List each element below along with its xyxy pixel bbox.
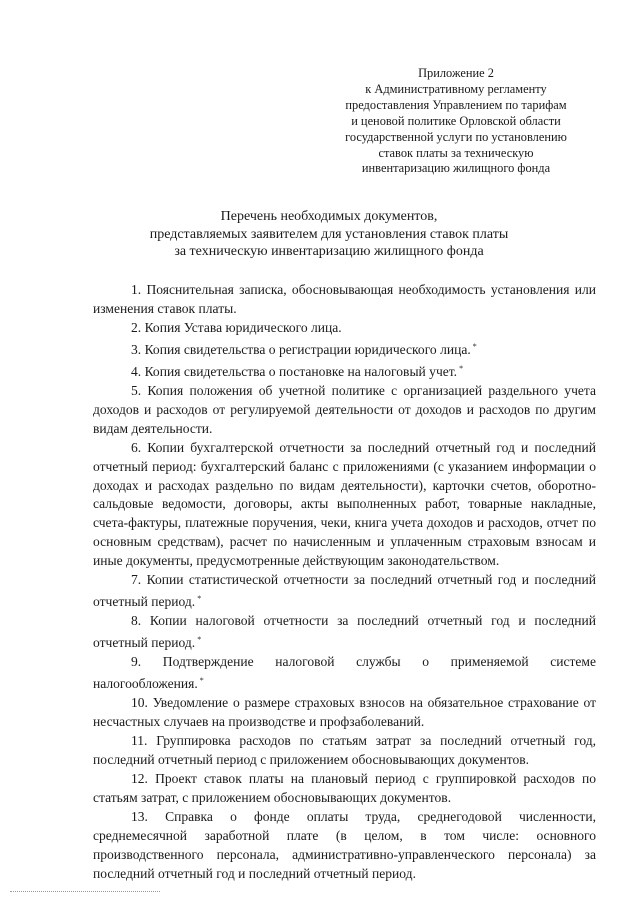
- list-item: [93, 571, 596, 612]
- item-text: Справка о фонде оплаты труда, среднегодовой численности, среднемесячной заработной плате (в целом, в том числе: основного производственного персонала, административно-управленческого персонала) за последний отчетный год и последний отчетный период.: [93, 808, 596, 881]
- footnote-mark: *: [197, 635, 202, 645]
- item-number: 5.: [131, 382, 142, 398]
- item-text: Пояснительная записка, обосновывающая необходимость установления или изменения ставок платы.: [93, 282, 597, 316]
- footnote-mark: *: [459, 363, 464, 373]
- item-number: 1.: [131, 282, 142, 297]
- annex-line: и ценовой политике Орловской области: [351, 113, 561, 128]
- title-line: Перечень необходимых документов,: [220, 209, 438, 224]
- list-item: [93, 612, 596, 653]
- item-text: Копия положения об учетной политике с организацией раздельного учета доходов и расходов от регулируемой деятельности от доходов и расходов по другим видам деятельности.: [93, 382, 596, 436]
- annex-line: Приложение 2: [418, 66, 494, 80]
- footnote-mark: *: [197, 594, 202, 604]
- document-list: [93, 281, 596, 884]
- item-text: Группировка расходов по статьям затрат за последний отчетный год, последний отчетный период с приложением обосновывающих документов.: [93, 732, 597, 767]
- item-text: Проект ставок платы на плановый период с группировкой расходов по статьям затрат, с приложением обосновывающих документов.: [93, 770, 596, 805]
- annex-header: [320, 66, 592, 177]
- item-number: 12.: [131, 770, 148, 786]
- item-text: Копия свидетельства о постановке на налоговый учет.: [144, 363, 458, 379]
- item-number: 6.: [131, 439, 142, 455]
- item-number: 7.: [131, 572, 142, 588]
- annex-line: к Административному регламенту: [365, 81, 547, 96]
- list-item: [93, 281, 596, 319]
- footnote-mark: *: [472, 341, 477, 351]
- item-number: 10.: [131, 695, 148, 711]
- bottom-divider: [10, 891, 160, 892]
- item-number: 13.: [131, 808, 148, 824]
- item-number: 8.: [131, 613, 142, 629]
- item-number: 3.: [131, 341, 142, 357]
- list-item: [93, 770, 596, 808]
- item-text: Подтверждение налоговой службы о применяемой системе налогообложения.: [93, 654, 597, 692]
- item-number: 9.: [131, 654, 142, 670]
- item-text: Копии налоговой отчетности за последний отчетный год и последний отчетный период.: [93, 613, 596, 651]
- list-item: [93, 653, 596, 694]
- list-item: [93, 382, 596, 439]
- list-item: [93, 694, 596, 732]
- title-line: за техническую инвентаризацию жилищного фонда: [174, 244, 484, 260]
- annex-line: предоставления Управлением по тарифам: [345, 97, 567, 112]
- list-item: [93, 319, 596, 338]
- list-item: [93, 338, 596, 360]
- list-item: [93, 360, 596, 382]
- item-text: Копии бухгалтерской отчетности за последний отчетный год и последний отчетный период: бухгалтерский баланс с приложениями (с указанием информации о доходах и расходах раздельно по видам деятельности), карточки счетов, оборотно-сальдовые ведомости, договоры, акты выполненных работ, товарные накладные, счета-фактуры, платежные поручения, чеки, книга учета доходов и расходов, отчет по основным средствам), расчет по начисленным и уплаченным страховым взносам и иные документы, предусмотренные действующим законодательством.: [93, 439, 596, 569]
- footnote-mark: *: [199, 676, 204, 686]
- item-number: 2.: [131, 319, 142, 335]
- item-text: Уведомление о размере страховых взносов на обязательное страхование от несчастных случаев на производстве и профзаболеваний.: [93, 695, 596, 729]
- item-number: 11.: [131, 732, 148, 748]
- title-line: представляемых заявителем для установления ставок платы: [149, 226, 509, 242]
- annex-line: ставок платы за техническую: [378, 145, 534, 160]
- item-number: 4.: [131, 363, 142, 379]
- item-text: Копия Устава юридического лица.: [144, 319, 342, 335]
- list-item: [93, 439, 596, 572]
- annex-line: инвентаризацию жилищного фонда: [361, 161, 551, 176]
- list-item: [93, 732, 596, 770]
- document-title: [98, 208, 560, 261]
- item-text: Копия свидетельства о регистрации юридического лица.: [144, 341, 471, 357]
- item-text: Копии статистической отчетности за последний отчетный год и последний отчетный период.: [93, 572, 596, 610]
- annex-line: государственной услуги по установлению: [345, 129, 567, 144]
- list-item: [93, 808, 596, 884]
